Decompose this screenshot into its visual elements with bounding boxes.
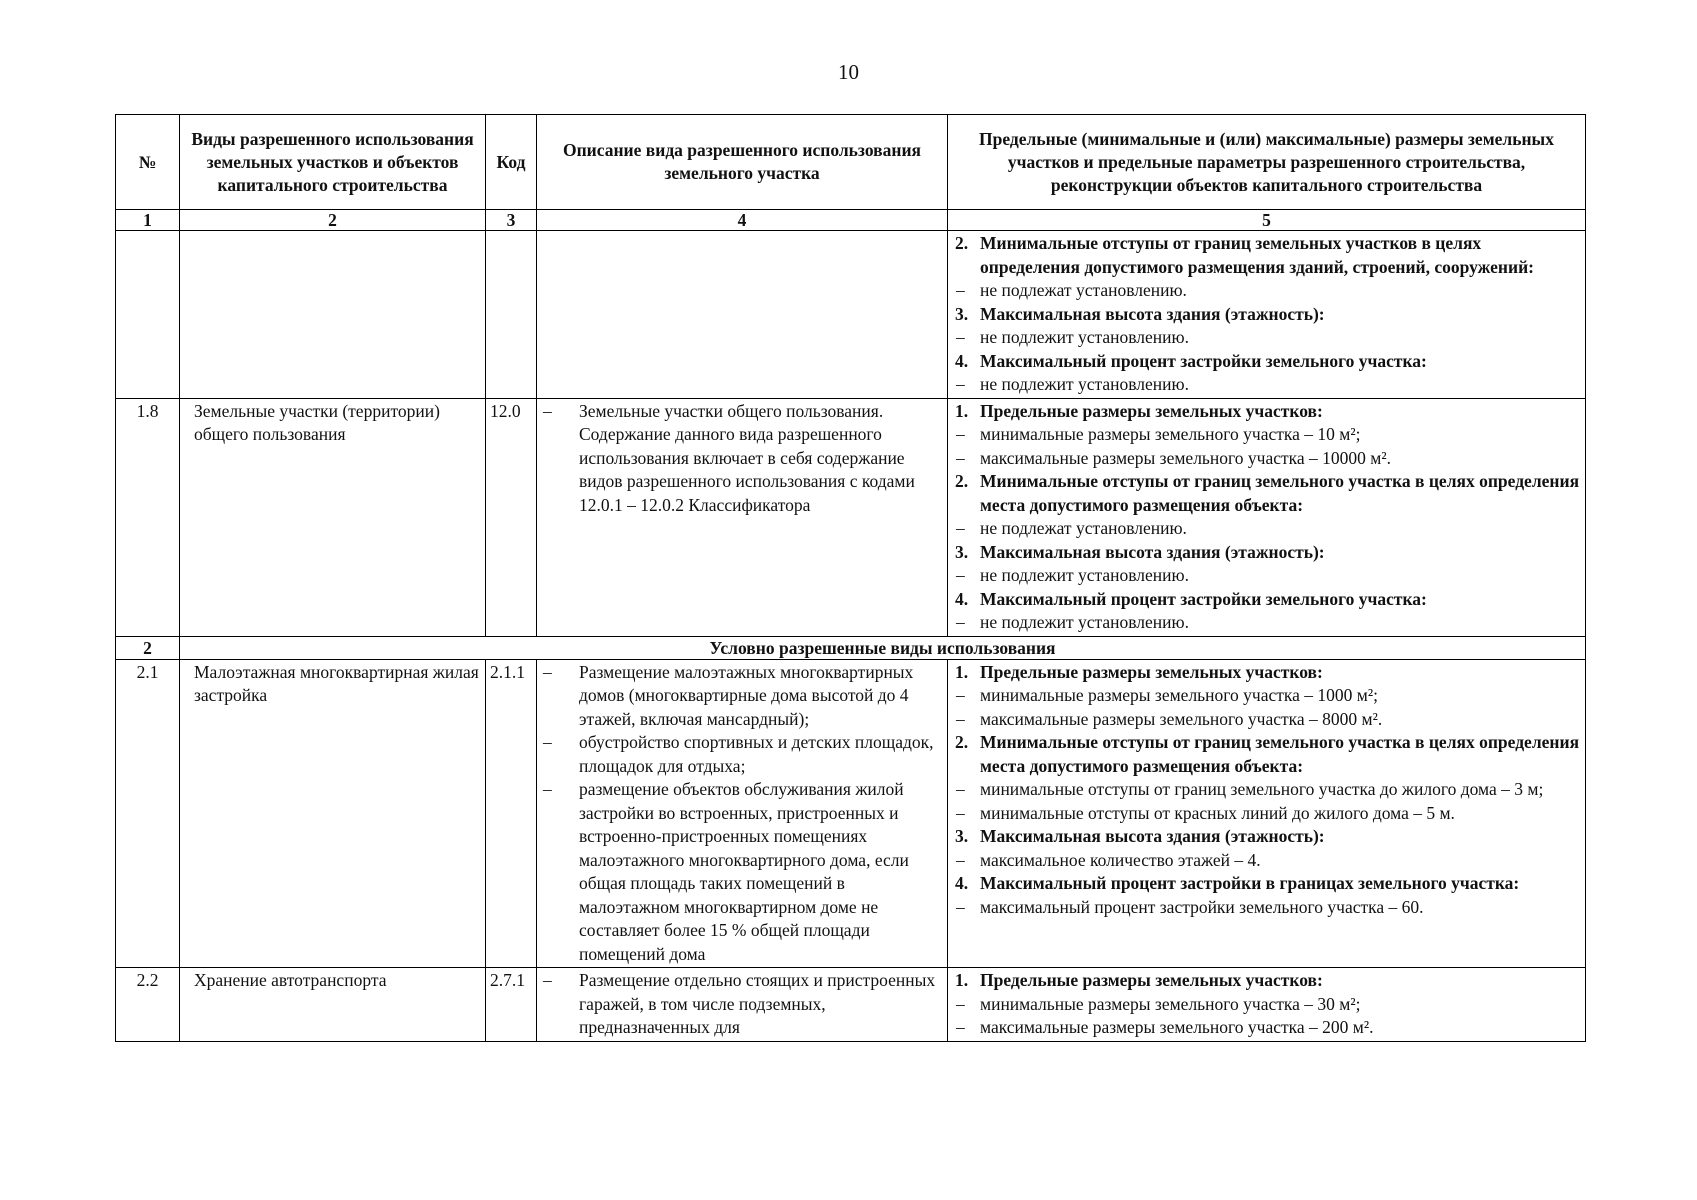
parameter-marker: –: [956, 896, 965, 917]
row-parameters: [948, 968, 1586, 1042]
description-list: [541, 400, 943, 518]
parameter-text: не подлежит установлению.: [980, 327, 1189, 347]
row-parameters: [948, 398, 1586, 636]
parameter-text: не подлежат установлению.: [980, 280, 1187, 300]
parameter-item: [952, 564, 1581, 588]
table-row: [116, 231, 1586, 399]
row-parameters: [948, 231, 1586, 399]
parameter-text: не подлежат установлению.: [980, 518, 1187, 538]
parameter-text: минимальные размеры земельного участка – 1000 м²;: [980, 685, 1378, 705]
parameter-text: Максимальная высота здания (этажность):: [980, 303, 1325, 324]
parameter-item: [952, 517, 1581, 541]
row-number: 1.8: [116, 398, 180, 636]
parameter-item: [952, 708, 1581, 732]
parameter-marker: 2.: [955, 233, 969, 253]
parameter-marker: –: [956, 518, 965, 538]
parameters-list: [952, 969, 1581, 1040]
parameter-marker: –: [956, 612, 965, 632]
row-description: [537, 659, 948, 968]
row-use-type: Малоэтажная многоквартирная жилая застройка: [180, 659, 486, 968]
header-num: №: [116, 115, 180, 210]
parameter-marker: 2.: [955, 732, 969, 752]
parameter-heading: [952, 969, 1581, 993]
table-row: [116, 659, 1586, 968]
parameter-text: максимальное количество этажей – 4.: [980, 849, 1261, 870]
parameter-text: Максимальный процент застройки земельного участка:: [980, 588, 1427, 609]
parameter-text: Минимальные отступы от границ земельного участка в целях определения места допустимого размещения объекта:: [980, 732, 1580, 776]
description-item: – размещение объектов обслуживания жилой застройки во встроенных, пристроенных и встроенно-пристроенных помещениях малоэтажного многоквартирного дома, если общая площадь таких помещений в малоэтажном многоквартирном доме не составляет более 15 % общей площади помещений дома: [541, 778, 943, 966]
parameter-marker: –: [956, 849, 965, 870]
parameter-marker: 4.: [955, 873, 969, 893]
row-code: 12.0: [486, 398, 537, 636]
description-list: [541, 661, 943, 967]
parameter-text: минимальные отступы от границ земельного участка до жилого дома – 3 м;: [980, 779, 1544, 799]
parameter-text: Максимальный процент застройки в границах земельного участка:: [980, 873, 1520, 893]
row-use-type: Земельные участки (территории) общего пользования: [180, 398, 486, 636]
parameter-heading: [952, 541, 1581, 565]
table-row: [116, 398, 1586, 636]
parameter-heading: [952, 350, 1581, 374]
column-index-cell: 3: [486, 210, 537, 231]
parameter-marker: 1.: [955, 970, 969, 990]
parameters-list: [952, 661, 1581, 920]
row-description: [537, 231, 948, 399]
parameter-text: минимальные размеры земельного участка – 10 м²;: [980, 424, 1361, 444]
parameter-marker: 4.: [955, 588, 969, 609]
parameter-marker: –: [956, 447, 965, 468]
parameter-marker: –: [956, 424, 965, 444]
parameter-item: [952, 993, 1581, 1017]
row-use-type: Хранение автотранспорта: [180, 968, 486, 1042]
header-code: Код: [486, 115, 537, 210]
parameter-text: минимальные размеры земельного участка – 30 м²;: [980, 993, 1361, 1014]
parameter-marker: –: [956, 1017, 965, 1037]
parameter-heading: [952, 731, 1581, 778]
parameter-item: [952, 447, 1581, 471]
header-description: Описание вида разрешенного использования земельного участка: [537, 115, 948, 210]
page-number: 10: [838, 60, 859, 84]
description-item: – Размещение отдельно стоящих и пристроенных гаражей, в том числе подземных, предназначенных для: [541, 969, 943, 1040]
parameter-heading: [952, 872, 1581, 896]
row-number: [116, 231, 180, 399]
parameter-text: максимальные размеры земельного участка – 10000 м².: [980, 447, 1391, 468]
header-type: Виды разрешенного использования земельных участков и объектов капитального строительства: [180, 115, 486, 210]
parameter-marker: –: [956, 779, 965, 799]
parameter-heading: [952, 232, 1581, 279]
parameter-heading: [952, 470, 1581, 517]
parameter-marker: –: [956, 374, 965, 394]
row-parameters: [948, 659, 1586, 968]
parameter-item: [952, 279, 1581, 303]
parameter-text: Максимальная высота здания (этажность):: [980, 541, 1325, 562]
header-row: [116, 115, 1586, 210]
row-code: 2.1.1: [486, 659, 537, 968]
parameter-heading: [952, 661, 1581, 685]
parameter-marker: –: [956, 685, 965, 705]
description-item: – Размещение малоэтажных многоквартирных домов (многоквартирные дома высотой до 4 этажей, включая мансардный);: [541, 661, 943, 732]
parameter-text: Максимальная высота здания (этажность):: [980, 826, 1325, 846]
parameter-text: Минимальные отступы от границ земельного участка в целях определения места допустимого размещения объекта:: [980, 471, 1580, 515]
parameter-heading: [952, 400, 1581, 424]
parameter-heading: [952, 825, 1581, 849]
parameters-list: [952, 400, 1581, 635]
parameter-marker: 4.: [955, 350, 969, 371]
parameter-item: [952, 778, 1581, 802]
parameter-marker: –: [956, 708, 965, 729]
column-index-row: [116, 210, 1586, 231]
parameter-text: Минимальные отступы от границ земельных участков в целях определения допустимого размещения зданий, строений, сооружений:: [980, 233, 1534, 277]
parameter-text: не подлежит установлению.: [980, 612, 1189, 632]
parameter-text: Предельные размеры земельных участков:: [980, 400, 1323, 421]
description-item: – обустройство спортивных и детских площадок, площадок для отдыха;: [541, 731, 943, 778]
parameter-text: максимальные размеры земельного участка – 8000 м².: [980, 708, 1383, 729]
parameter-text: Максимальный процент застройки земельного участка:: [980, 350, 1427, 371]
parameter-marker: –: [956, 327, 965, 347]
parameter-item: [952, 849, 1581, 873]
parameter-marker: 2.: [955, 471, 969, 491]
parameter-text: максимальные размеры земельного участка – 200 м².: [980, 1017, 1374, 1037]
description-item: – Земельные участки общего пользования. Содержание данного вида разрешенного использования включает в себя содержание видов разрешенного использования с кодами 12.0.1 – 12.0.2 Классификатора: [541, 400, 943, 518]
section-row: [116, 636, 1586, 659]
column-index-cell: 4: [537, 210, 948, 231]
parameter-marker: –: [956, 565, 965, 585]
parameter-marker: –: [956, 993, 965, 1014]
parameter-heading: [952, 588, 1581, 612]
parameter-item: [952, 1016, 1581, 1040]
parameter-item: [952, 802, 1581, 826]
column-index-cell: 5: [948, 210, 1586, 231]
row-description: [537, 398, 948, 636]
parameter-text: не подлежит установлению.: [980, 565, 1189, 585]
column-index-cell: 1: [116, 210, 180, 231]
parameter-marker: 3.: [955, 303, 969, 324]
description-list: [541, 969, 943, 1040]
row-number: 2.2: [116, 968, 180, 1042]
parameter-marker: –: [956, 280, 965, 300]
parameters-list: [952, 232, 1581, 397]
column-index-cell: 2: [180, 210, 486, 231]
section-title: Условно разрешенные виды использования: [180, 636, 1586, 659]
parameter-item: [952, 611, 1581, 635]
parameter-item: [952, 684, 1581, 708]
header-limits: Предельные (минимальные и (или) максимальные) размеры земельных участков и предельные параметры разрешенного строительства, реконструкции объектов капитального строительства: [948, 115, 1586, 210]
row-code: 2.7.1: [486, 968, 537, 1042]
parameter-heading: [952, 303, 1581, 327]
parameter-marker: 3.: [955, 541, 969, 562]
parameter-marker: –: [956, 802, 965, 823]
row-description: [537, 968, 948, 1042]
parameter-text: Предельные размеры земельных участков:: [980, 970, 1323, 990]
section-number: 2: [116, 636, 180, 659]
parameter-marker: 1.: [955, 400, 969, 421]
parameter-marker: 1.: [955, 661, 969, 682]
parameter-item: [952, 326, 1581, 350]
parameter-item: [952, 896, 1581, 920]
row-code: [486, 231, 537, 399]
land-use-table: [115, 114, 1586, 1042]
parameter-text: не подлежит установлению.: [980, 374, 1189, 394]
parameter-text: Предельные размеры земельных участков:: [980, 661, 1323, 682]
table-row: [116, 968, 1586, 1042]
parameter-item: [952, 423, 1581, 447]
row-number: 2.1: [116, 659, 180, 968]
parameter-text: минимальные отступы от красных линий до жилого дома – 5 м.: [980, 802, 1455, 823]
parameter-text: максимальный процент застройки земельного участка – 60.: [980, 896, 1424, 917]
parameter-marker: 3.: [955, 826, 969, 846]
parameter-item: [952, 373, 1581, 397]
row-use-type: [180, 231, 486, 399]
